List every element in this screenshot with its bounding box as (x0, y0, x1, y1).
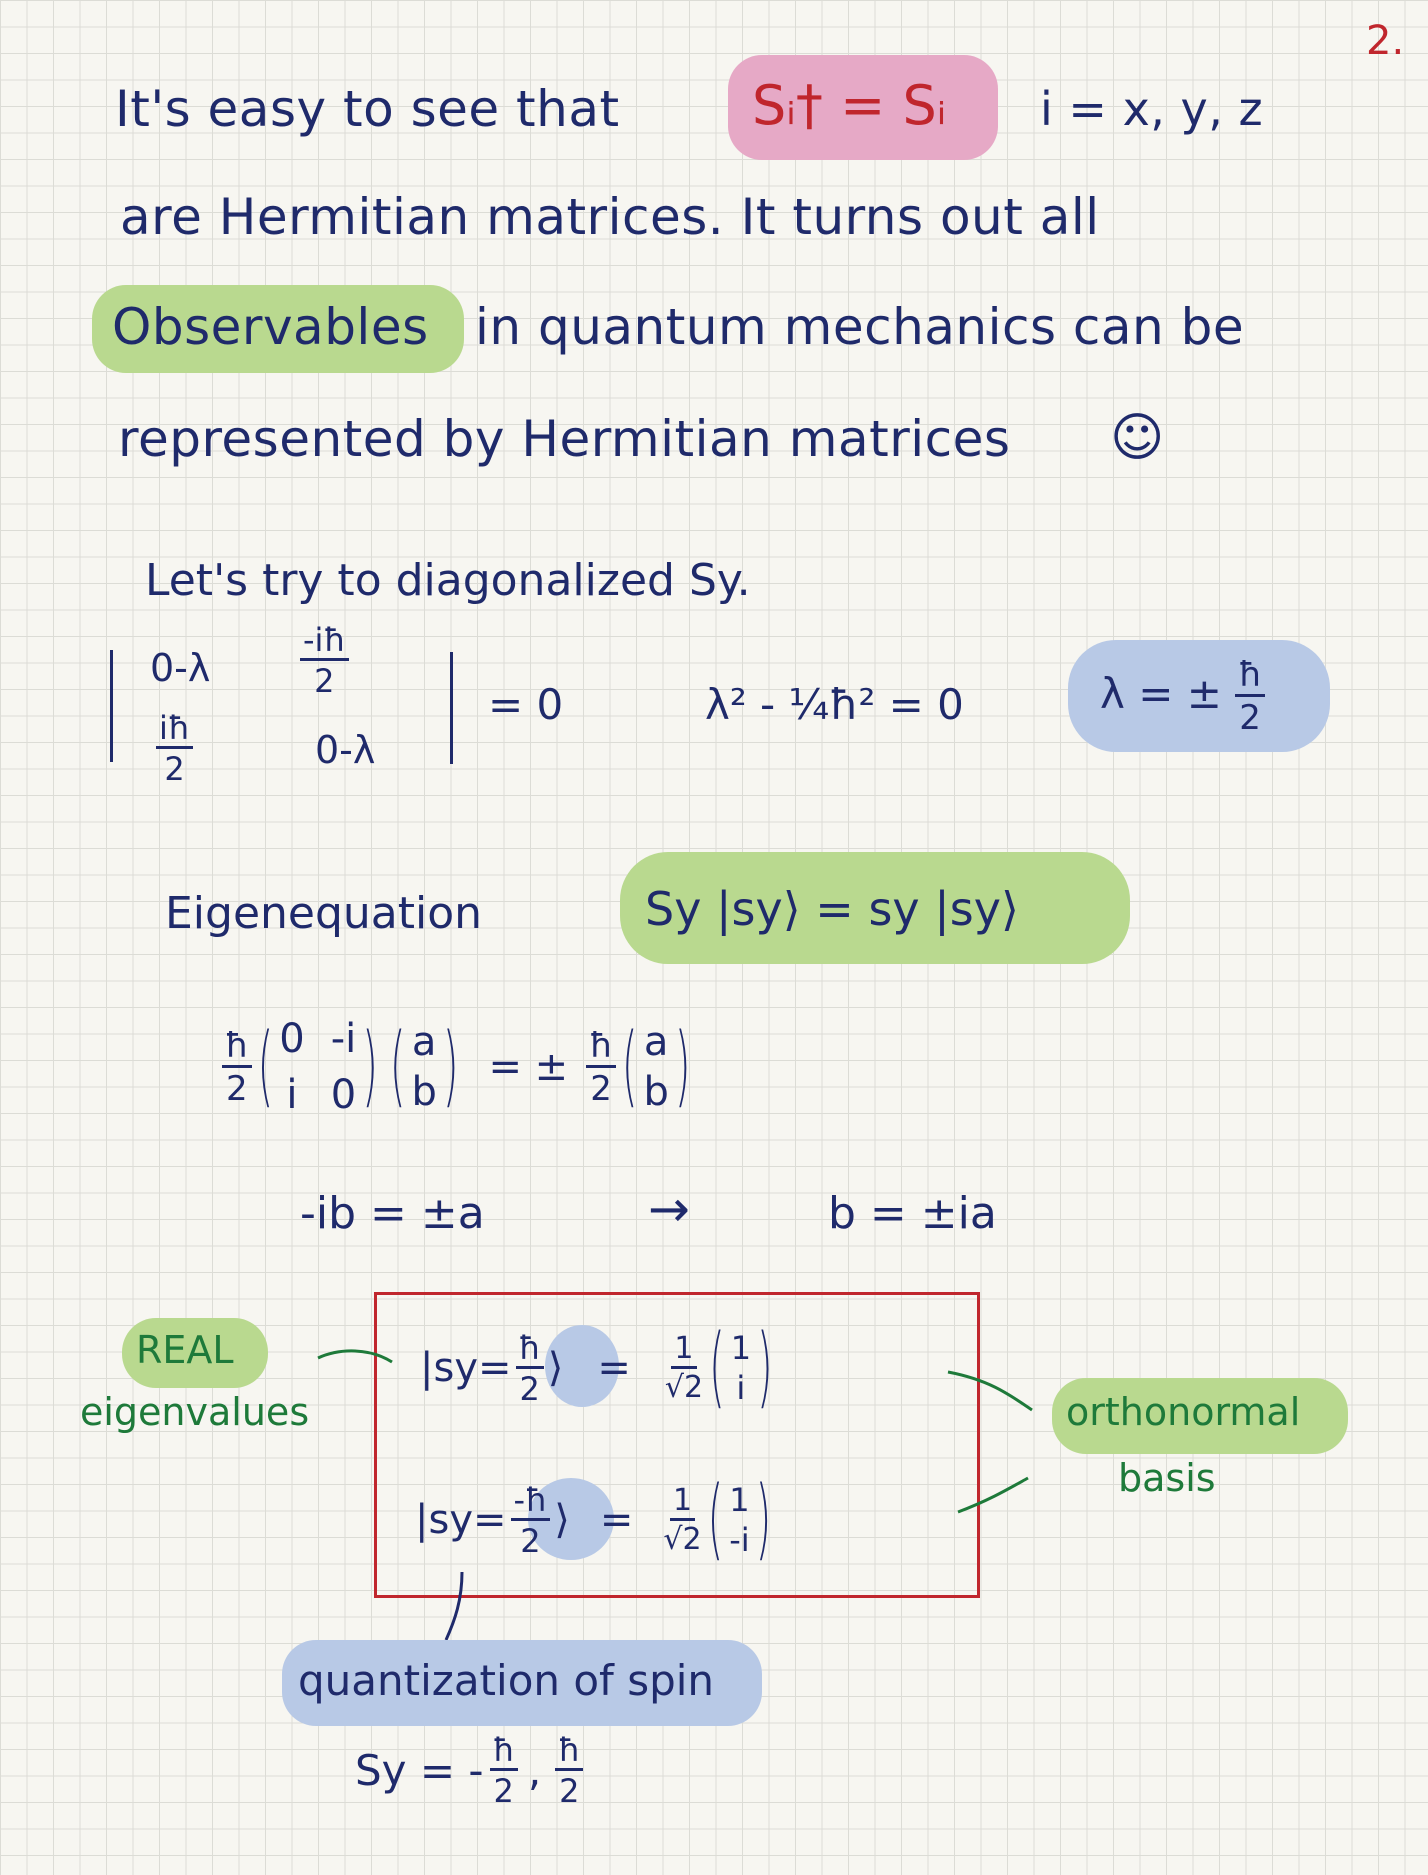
ket1-equals: = (597, 1345, 631, 1391)
para1-line3-rest: in quantum mechanics can be (475, 298, 1245, 356)
ket2-norm-num: 1 (670, 1486, 695, 1521)
intro-text: It's easy to see that (115, 80, 620, 138)
vector-entry: 1 (730, 1329, 752, 1367)
sy-matrix-cell: 0 (330, 1072, 357, 1118)
ket1-den: 2 (519, 1369, 540, 1408)
vector-entry: 1 (729, 1481, 750, 1519)
vector-entry: -i (729, 1521, 750, 1559)
diagonalize-title: Let's try to diagonalized Sy. (145, 555, 751, 606)
orthonormal-label: orthonormal (1066, 1390, 1301, 1434)
det-equals-zero: = 0 (488, 680, 564, 729)
relation-left: -ib = ±a (300, 1188, 485, 1239)
smiley-icon: ☺ (1110, 408, 1165, 468)
rhs-sign: = ± (488, 1044, 569, 1090)
orthonormal-connector-top (948, 1372, 1032, 1410)
ket1-norm-den: √2 (664, 1369, 704, 1405)
orthonormal-connector-bottom (958, 1478, 1028, 1512)
ket1-close: ⟩ (547, 1345, 564, 1391)
det-m12-num: -iħ (300, 624, 349, 661)
det-m12-den: 2 (314, 662, 335, 700)
spin-num1: ħ (490, 1734, 518, 1771)
index-range: i = x, y, z (1040, 82, 1264, 136)
det-m22: 0-λ (315, 728, 376, 772)
sy-matrix-cell: 0 (279, 1016, 305, 1062)
eigenequation-formula: Sy |sy⟩ = sy |sy⟩ (645, 882, 1019, 936)
eigenequation-label: Eigenequation (165, 888, 483, 939)
ket2-norm-den: √2 (663, 1521, 702, 1557)
eigenvalue-lhs: λ = ± (1100, 669, 1222, 718)
ket2-num: -ħ (511, 1484, 551, 1521)
spin-num2: ħ (555, 1734, 583, 1771)
vector-entry: a (411, 1019, 437, 1065)
rhs-vector-close-paren: ) (674, 1016, 691, 1118)
arrow-icon: → (648, 1180, 690, 1238)
matrix-prefactor-den: 2 (225, 1068, 248, 1109)
ket1-norm-num: 1 (671, 1334, 696, 1369)
vector-entry: i (736, 1369, 746, 1407)
ket2-vec-close: ) (755, 1469, 772, 1571)
ket2-vec-open: ( (707, 1469, 724, 1571)
eigenvalue-num: ħ (1235, 658, 1265, 697)
quantization-connector (446, 1572, 462, 1640)
page-number: 2. (1366, 18, 1405, 64)
relation-right: b = ±ia (828, 1188, 997, 1239)
spin-den2: 2 (559, 1771, 580, 1810)
ket2-den: 2 (520, 1521, 541, 1560)
sy-matrix-cell: i (286, 1072, 298, 1118)
ket1-vec-close: ) (757, 1317, 773, 1419)
ket2-left: |sy= (415, 1497, 507, 1543)
det-m21-den: 2 (164, 750, 185, 788)
det-m21-num: iħ (156, 712, 193, 749)
para1-line4: represented by Hermitian matrices (118, 410, 1011, 468)
vector-open-paren: ( (389, 1016, 406, 1118)
spin-values-left: Sy = - (355, 1745, 484, 1795)
ket1-num: ħ (516, 1332, 544, 1369)
rhs-num: ħ (586, 1029, 616, 1068)
vector-entry: b (643, 1069, 669, 1115)
eigenvalues-label: eigenvalues (80, 1390, 310, 1434)
matrix-open-paren: ( (257, 1016, 274, 1118)
real-label: REAL (136, 1328, 234, 1372)
vector-entry: a (643, 1019, 669, 1065)
para1-line2: are Hermitian matrices. It turns out all (120, 188, 1100, 246)
quantization-label: quantization of spin (298, 1656, 715, 1705)
vector-entry: b (411, 1069, 437, 1115)
rhs-vector-open-paren: ( (621, 1016, 638, 1118)
characteristic-equation: λ² - ¼ħ² = 0 (705, 680, 964, 729)
eigenvalue-den: 2 (1239, 698, 1261, 738)
ket1-vec-open: ( (709, 1317, 725, 1419)
det-m11: 0-λ (150, 646, 211, 690)
rhs-den: 2 (590, 1068, 612, 1109)
spin-den1: 2 (493, 1771, 514, 1810)
basis-label: basis (1118, 1456, 1216, 1500)
matrix-prefactor-num: ħ (222, 1029, 252, 1068)
hermitian-condition: Sᵢ† = Sᵢ (752, 74, 947, 137)
spin-comma: , (527, 1745, 542, 1795)
real-connector (318, 1351, 392, 1362)
vector-close-paren: ) (442, 1016, 459, 1118)
ket1-left: |sy= (420, 1345, 512, 1391)
matrix-close-paren: ) (362, 1016, 378, 1118)
ket2-equals: = (599, 1497, 634, 1543)
ket2-close: ⟩ (554, 1497, 570, 1543)
sy-matrix-cell: -i (330, 1016, 357, 1062)
observables-word: Observables (112, 298, 429, 356)
spin-values (355, 1730, 583, 1810)
